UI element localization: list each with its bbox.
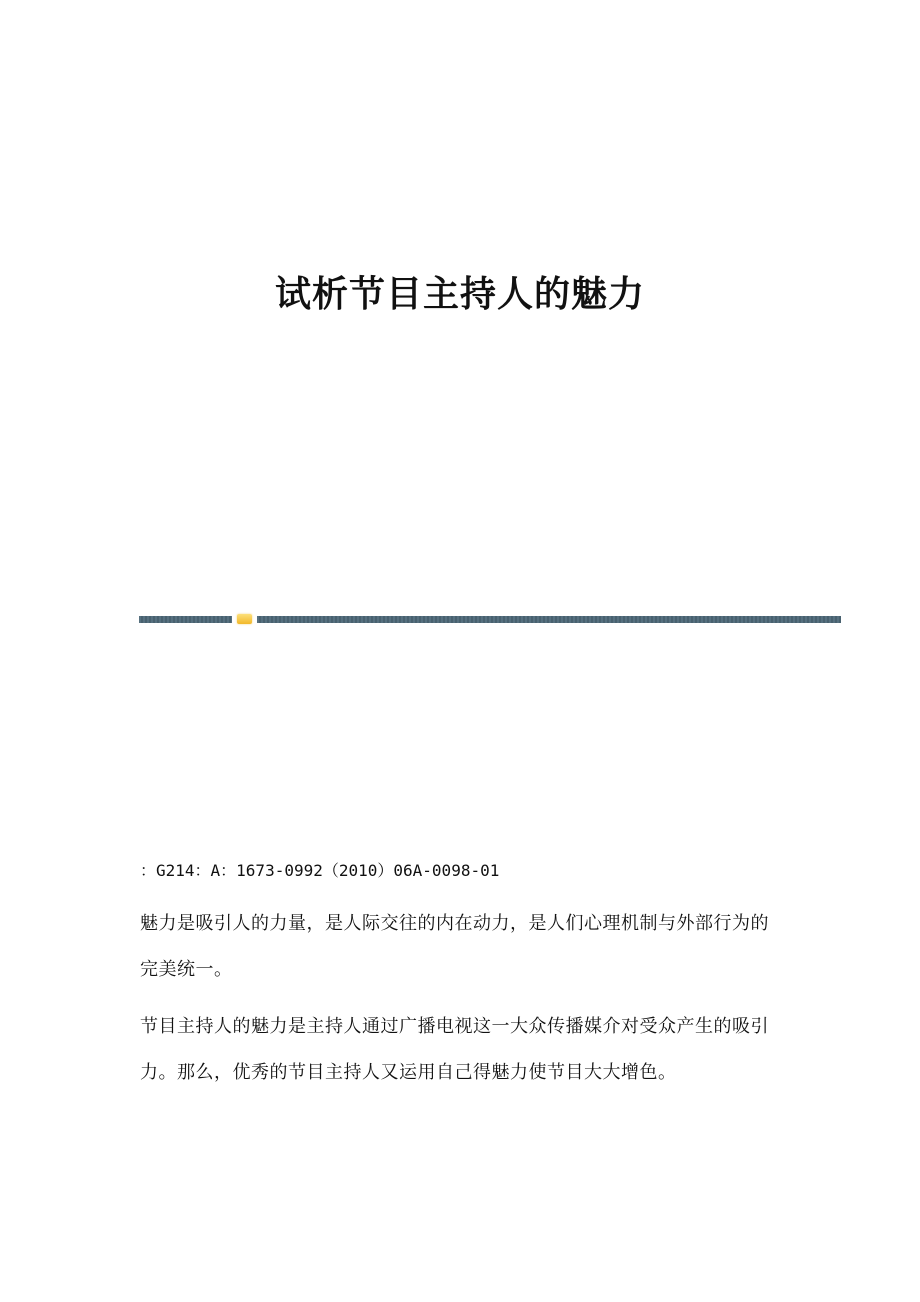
document-title: 试析节目主持人的魅力 [274, 273, 645, 315]
section-divider [139, 616, 841, 624]
divider-bar-right [257, 616, 841, 623]
classification-line: ：G214：A：1673-0992（2010）06A-0098-01 [140, 861, 500, 880]
divider-bar-left [139, 616, 232, 623]
paragraph: 节目主持人的魅力是主持人通过广播电视这一大众传播媒介对受众产生的吸引力。那么，优秀的节目主持人又运用自己得魅力使节目大大增色。 [140, 1016, 769, 1083]
ornament-icon [237, 614, 252, 624]
paragraph: 魅力是吸引人的力量，是人际交往的内在动力，是人们心理机制与外部行为的完美统一。 [140, 913, 769, 980]
